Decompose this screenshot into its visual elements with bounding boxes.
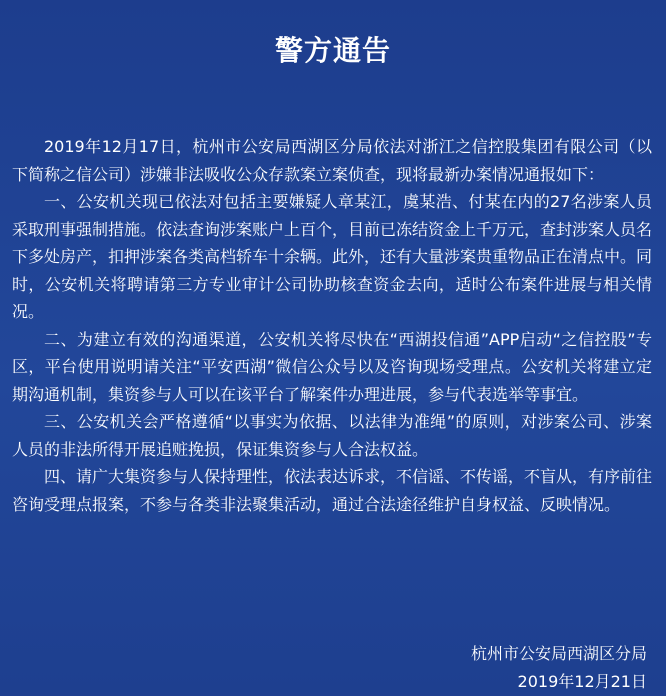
issuer-name: 杭州市公安局西湖区分局 <box>470 644 647 663</box>
notice-paragraph-communication: 二、为建立有效的沟通渠道，公安机关将尽快在“西湖投信通”APP启动“之信控股”专区，平台使用说明请关注“平安西湖”微信公众号以及咨询现场受理点。公安机关将建立定期沟通机制，集资参与人可以在该平台了解案件办理进展，参与代表选举等事宜。 <box>12 329 652 404</box>
notice-paragraph-principle: 三、公安机关会严格遵循“以事实为依据、以法律为准绳”的原则，对涉案公司、涉案人员的非法所得开展追赃挽损，保证集资参与人合法权益。 <box>12 412 652 459</box>
notice-paragraph-measures: 一、公安机关现已依法对包括主要嫌疑人章某江，虞某浩、付某在内的27名涉案人员采取刑事强制措施。依法查询涉案账户上百个，目前已冻结资金上千万元，查封涉案人员名下多处房产，扣押涉案各类高档轿车十余辆。此外，还有大量涉案贵重物品正在清点中。同时，公安机关将聘请第三方专业审计公司协助核查资金去向，适时公布案件进展与相关情况。 <box>12 192 653 321</box>
notice-paragraph-intro: 2019年12月17日，杭州市公安局西湖区分局依法对浙江之信控股集团有限公司（以下简称之信公司）涉嫌非法吸收公众存款案立案侦查，现将最新办案情况通报如下： <box>12 137 652 184</box>
issue-date: 2019年12月21日 <box>517 672 647 691</box>
notice-body <box>12 133 652 518</box>
notice-paragraph-request: 四、请广大集资参与人保持理性，依法表达诉求，不信谣、不传谣，不盲从，有序前往咨询受理点报案，不参与各类非法聚集活动，通过合法途径维护自身权益、反映情况。 <box>12 467 653 514</box>
notice-signature <box>471 640 647 696</box>
notice-title: 警方通告 <box>274 34 391 67</box>
